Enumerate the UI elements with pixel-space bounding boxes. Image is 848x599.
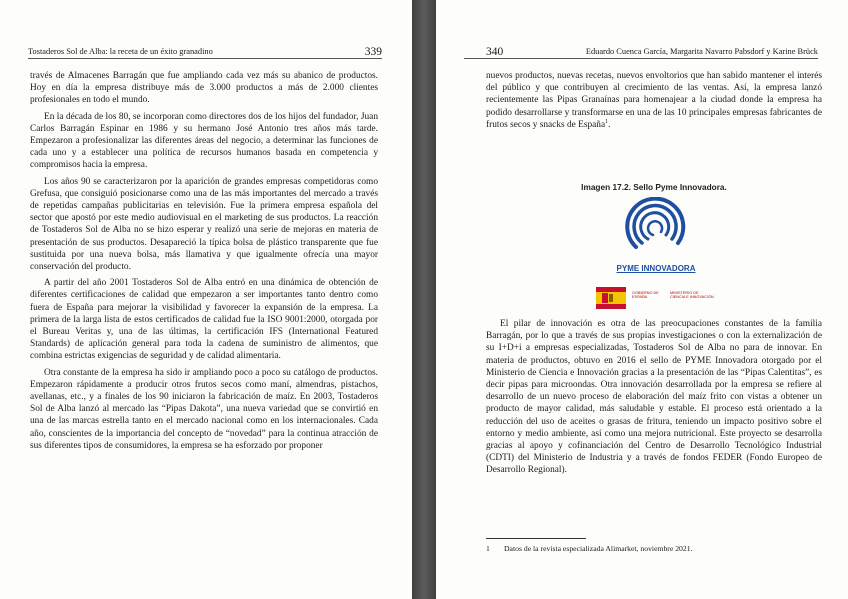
ministry-label: MINISTERIO DE CIENCIA E INNOVACIÓN xyxy=(670,291,714,300)
footnote-text: Datos de la revista especializada Alimarket, noviembre 2021. xyxy=(504,544,693,553)
right-body-text-top xyxy=(486,70,822,131)
government-logo xyxy=(596,285,716,311)
footnote-reference[interactable]: 1 xyxy=(605,118,609,125)
paragraph: Otra constante de la empresa ha sido ir ampliando poco a poco su catálogo de productos. Empezaron rápidamente a producir otros frutos secos como maní, almendras, pistachos, avellanas, etc., y a finales de los 90 iniciaron la fabricación de maíz. En 2003, Tostaderos Sol de Alba lanzó al mercado las “Pipas Dakota”, una nueva variedad que se convirtió en una de las marcas estrella tanto en el mercado nacional como en los internacionales. Cada año, conscientes de la importancia del concepto de “novedad” para la continua atracción de sus diferentes tipos de consumidores, la empresa se ha esforzado por proponer xyxy=(30,367,378,451)
pyme-swirl-icon xyxy=(606,197,706,263)
figure-caption: Imagen 17.2. Sello Pyme Innovadora. xyxy=(581,182,727,192)
paragraph: través de Almacenes Barragán que fue ampliando cada vez más su abanico de productos. Hoy en día la empresa distribuye más de 3.000 productos a más de 2.000 clientes profesionales en todo el mundo. xyxy=(30,71,378,106)
pyme-innovadora-logo xyxy=(606,197,706,277)
paragraph: A partir del año 2001 Tostaderos Sol de Alba entró en una dinámica de obtención de diferentes certificaciones de calidad que empezaron a ser importantes tanto dentro como fuera de España para mejorar la visibilidad y favorecer la expansión de la empresa. La primera de la larga lista de estos certificados de calidad fue la ISO 9001:2000, otorgada por el Bureau Veritas y, una de las últimas, la certificación IFS (International Featured Standards) de aplicación general para toda la cadena de suministro de alimentos, que combina estrictas exigencias de seguridad y de calidad alimentaria. xyxy=(30,278,378,362)
right-page-number: 340 xyxy=(486,46,504,58)
footnote-separator xyxy=(486,538,586,539)
left-page-number: 339 xyxy=(364,46,382,58)
left-running-header xyxy=(28,44,382,59)
left-body-text xyxy=(30,70,378,452)
spain-coat-of-arms-icon xyxy=(596,287,626,309)
government-label: GOBIERNO DE ESPAÑA xyxy=(632,291,659,300)
book-gutter xyxy=(412,0,436,599)
paragraph: El pilar de innovación es otra de las preocupaciones constantes de la familia Barragán, por lo que a través de sus propias investigaciones o con la externalización de su I+D+i a empresas especializadas, Tostaderos Sol de Alba no para de innovar. En materia de productos, obtuvo en 2016 el sello de PYME Innovadora otorgado por el Ministerio de Ciencia e Innovación gracias a la presentación de las “Pipas Calentitas”, es decir pipas para microondas. Otra innovación desarrollada por la empresa se refiere al desarrollo de un nuevo proceso de elaboración del maíz frito con vistas a obtener un producto de mayor calidad, más saludable y estable. El proceso está orientado a la reducción del uso de aceites o grasas de fritura, teniendo un impacto positivo sobre el entorno y medio ambiente, así como una mejora nutricional. Este proyecto se desarrolla gracias al apoyo y cofinanciación del Centro de Desarrollo Tecnológico Industrial (CDTI) del Ministerio de Industria y a través de fondos FEDER (Fondo Europeo de Desarrollo Regional). xyxy=(486,319,822,476)
footnote-number: 1 xyxy=(486,544,490,553)
right-body-text-bottom xyxy=(486,318,822,477)
paragraph-text: nuevos productos, nuevas recetas, nuevos envoltorios que han sabido mantener el interés del público y que contribuyen al crecimiento de las ventas. Así, la empresa lanzó recientemente las Pipas Granaínas para homenajear a la ciudad donde la empresa ha podido desarrollarse y transformarse en una de las 10 principales empresas fabricantes de frutos secos y snacks de España xyxy=(486,71,822,130)
pyme-logo-text: PYME INNOVADORA xyxy=(616,264,696,273)
paragraph-end: . xyxy=(608,119,611,130)
right-page xyxy=(436,0,848,599)
paragraph: En la década de los 80, se incorporan como directores dos de los hijos del fundador, Juan Carlos Barragán Espinar en 1986 y su hermano José Antonio tres años más tarde. Empezaron a profesionalizar las diferentes áreas del negocio, a determinar las funciones de cada uno y a establecer una política de recursos humanos basada en competencia y compromisos hacia la empresa. xyxy=(30,111,378,171)
paragraph: Los años 90 se caracterizaron por la aparición de grandes empresas competidoras como Grefusa, que consiguió posicionarse como una de las más importantes del mercado a través de repetidas campañas publicitarias en televisión. Fue la primera empresa española del sector que apostó por este medio audiovisual en el marketing de sus productos. La reacción de Tostaderos Sol de Alba no se hizo esperar y realizó una serie de mejoras en materia de presentación de sus productos. Desapareció la típica bolsa de plástico transparente que fue sustituida por una nueva bolsa, más llamativa y que igualmente ofrecía una mayor conservación del producto. xyxy=(30,176,378,273)
figure-pyme-seal xyxy=(486,182,822,312)
right-running-header xyxy=(464,44,818,59)
paragraph xyxy=(486,70,822,131)
right-running-head: Eduardo Cuenca García, Margarita Navarro Pabsdorf y Karine Brück xyxy=(585,47,818,56)
left-running-head: Tostaderos Sol de Alba: la receta de un éxito granadino xyxy=(28,47,213,56)
footnote xyxy=(486,544,822,554)
left-page xyxy=(0,0,412,599)
